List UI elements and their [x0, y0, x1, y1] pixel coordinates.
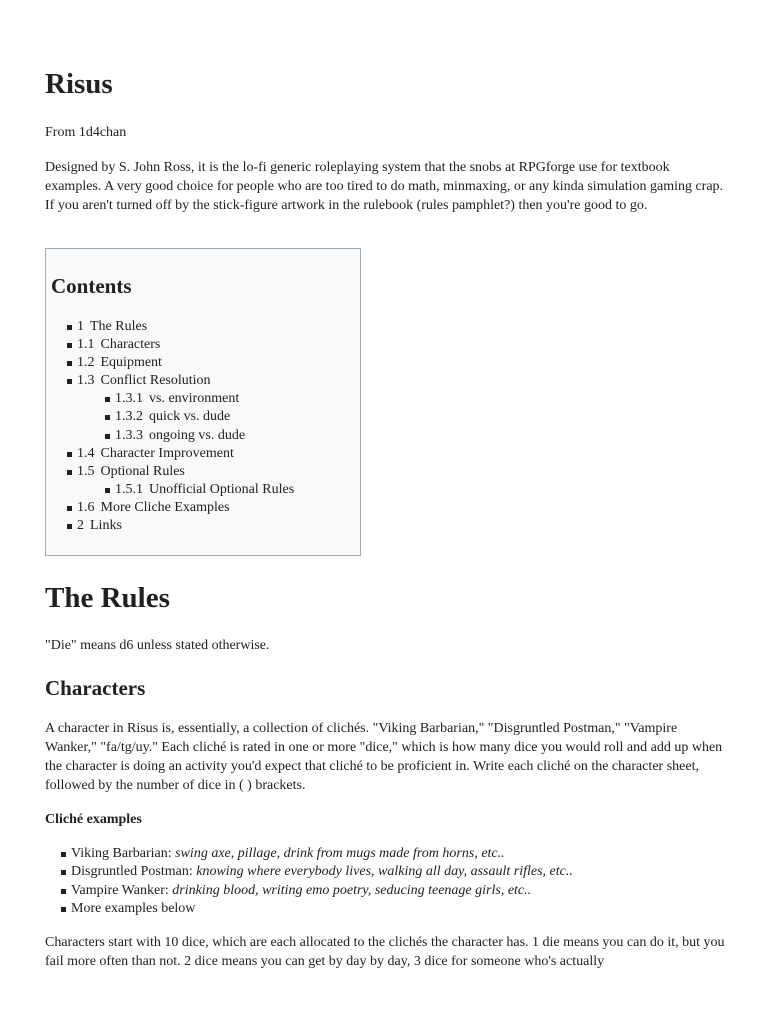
bullet-icon — [67, 379, 72, 384]
section-heading-the-rules: The Rules — [45, 582, 170, 614]
bullet-icon — [105, 488, 110, 493]
cliche-examples-heading: Cliché examples — [45, 812, 142, 827]
bullet-icon — [61, 870, 66, 875]
bullet-icon — [105, 415, 110, 420]
bullet-icon — [105, 434, 110, 439]
list-item: Viking Barbarian: swing axe, pillage, drink from mugs made from horns, etc.. — [71, 845, 573, 863]
die-note: "Die" means d6 unless stated otherwise. — [45, 638, 270, 653]
cliche-examples-list — [71, 845, 573, 918]
characters-paragraph: A character in Risus is, essentially, a collection of clichés. "Viking Barbarian," "Disgruntled Postman," "Vampire Wanker," "fa/tg/uy." Each cliché is rated in one or more "dice," which is how many dice you would roll and add up when the character is doing an activity you'd expect that cliché to be proficient in. Write each cliché on the character sheet, followed by the number of dice in ( ) brackets. — [45, 721, 723, 793]
bullet-icon — [67, 524, 72, 529]
starting-dice-paragraph: Characters start with 10 dice, which are each allocated to the clichés the character has. 1 die means you can do it, but you fail more often than not. 2 dice means you can get by day by day, 3 dice for someone who's actually — [45, 935, 725, 969]
bullet-icon — [67, 325, 72, 330]
page-title: Risus — [45, 68, 113, 100]
section-heading-characters: Characters — [45, 676, 146, 700]
bullet-icon — [61, 889, 66, 894]
toc-item-1-1[interactable]: 1.1 Characters — [77, 336, 294, 354]
toc-item-2[interactable]: 2 Links — [77, 517, 294, 535]
intro-paragraph: Designed by S. John Ross, it is the lo-fi generic roleplaying system that the snobs at RPGforge use for textbook examples. A very good choice for people who are too tired to do math, minmaxing, or any kinda simulation gaming crap. If you aren't turned off by the stick-figure artwork in the rulebook (rules pamphlet?) then you're good to go. — [45, 160, 724, 213]
site-sub: From 1d4chan — [45, 125, 127, 140]
toc-item-1-3[interactable]: 1.3 Conflict Resolution 1.3.1 vs. environment 1.3.2 quick vs. dude 1.3.3 ongoing vs. dude — [77, 372, 294, 444]
bullet-icon — [67, 361, 72, 366]
list-item: Disgruntled Postman: knowing where everybody lives, walking all day, assault rifles, etc.. — [71, 863, 573, 881]
bullet-icon — [67, 343, 72, 348]
list-item: Vampire Wanker: drinking blood, writing emo poetry, seducing teenage girls, etc.. — [71, 882, 573, 900]
toc-list — [77, 318, 294, 535]
bullet-icon — [67, 470, 72, 475]
bullet-icon — [67, 506, 72, 511]
bullet-icon — [61, 907, 66, 912]
toc-item-1-5-1[interactable]: 1.5.1 Unofficial Optional Rules — [115, 481, 294, 499]
bullet-icon — [105, 397, 110, 402]
bullet-icon — [67, 452, 72, 457]
toc-item-1-3-3[interactable]: 1.3.3 ongoing vs. dude — [115, 427, 294, 445]
toc-item-1-2[interactable]: 1.2 Equipment — [77, 354, 294, 372]
toc-item-1[interactable]: 1 The Rules 1.1 Characters 1.2 Equipment 1.3 Conflict Resolution 1.3.1 vs. environment 1.3.2 quick vs. dude 1.3.3 ongoing vs. dude 1.4 Character Improvement 1.5 Optional Rules 1.5.1 Unofficial Optional Rules 1.6 More Cliche Examples — [77, 318, 294, 517]
list-item: More examples below — [71, 900, 573, 918]
toc-title: Contents — [51, 274, 132, 298]
toc-item-1-3-2[interactable]: 1.3.2 quick vs. dude — [115, 408, 294, 426]
toc-item-1-6[interactable]: 1.6 More Cliche Examples — [77, 499, 294, 517]
toc-item-1-3-1[interactable]: 1.3.1 vs. environment — [115, 390, 294, 408]
toc-item-1-4[interactable]: 1.4 Character Improvement — [77, 445, 294, 463]
bullet-icon — [61, 852, 66, 857]
toc-item-1-5[interactable]: 1.5 Optional Rules 1.5.1 Unofficial Optional Rules — [77, 463, 294, 499]
